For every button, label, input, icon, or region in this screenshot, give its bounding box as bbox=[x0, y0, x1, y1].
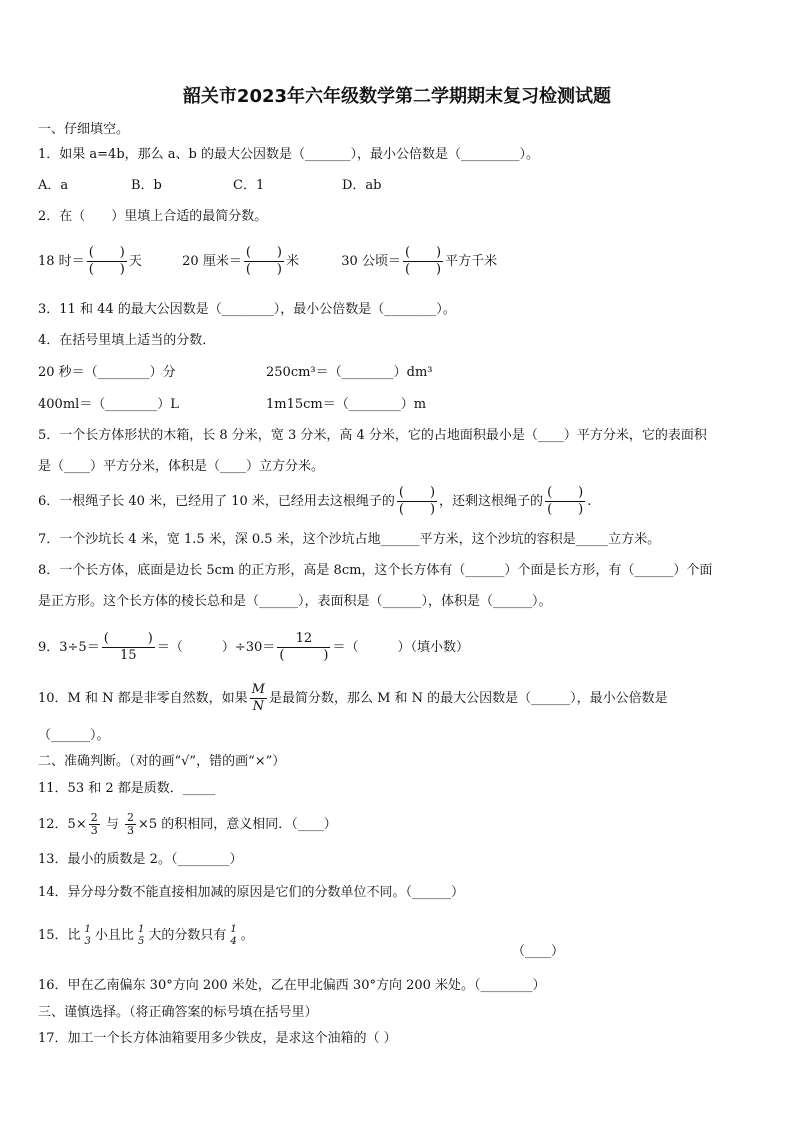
question-3: 3．11 和 44 的最大公因数是（________），最小公倍数是（________）。 bbox=[38, 302, 456, 317]
question-8-line-2: 是正方形。这个长方体的棱长总和是（______），表面积是（______），体积是（______）。 bbox=[38, 594, 552, 609]
question-11: 11．53 和 2 都是质数．_____ bbox=[38, 781, 216, 796]
fraction-numerator: 1 bbox=[84, 923, 91, 935]
q15-suffix: 。 bbox=[240, 928, 254, 943]
fraction-denominator: N bbox=[252, 699, 264, 714]
q12-suffix: ×5 的积相同，意义相同．（____） bbox=[137, 817, 337, 832]
fraction-denominator-blank: ( ) bbox=[404, 262, 442, 277]
q6-text-c: . bbox=[587, 494, 592, 509]
question-1-option-b: B．b bbox=[131, 178, 162, 193]
fraction-denominator-blank: ( ) bbox=[398, 502, 436, 517]
q10-fraction-m-n bbox=[250, 682, 267, 715]
fraction-numerator: 1 bbox=[137, 923, 145, 935]
fraction-numerator: M bbox=[251, 682, 265, 697]
question-1-option-d: D．ab bbox=[342, 178, 382, 193]
q15-middle-1: 小且比 bbox=[94, 928, 134, 943]
q10-text-a: 10．M 和 N 都是非零自然数，如果 bbox=[38, 691, 248, 706]
question-10-line-1 bbox=[38, 680, 668, 718]
fraction-denominator-blank: ( ) bbox=[547, 502, 584, 517]
fraction-denominator-blank: ( ) bbox=[88, 262, 125, 277]
question-6 bbox=[38, 484, 591, 520]
fraction-denominator: 3 bbox=[90, 824, 98, 837]
fraction-numerator: 12 bbox=[295, 631, 313, 646]
question-4-item-4: 1m15cm＝（________）m bbox=[266, 397, 427, 412]
q6-fraction-remaining bbox=[545, 485, 585, 518]
q12-prefix: 12．5× bbox=[38, 817, 87, 832]
fraction-numerator-blank: ( ) bbox=[547, 485, 584, 500]
question-13: 13．最小的质数是 2。（________） bbox=[38, 852, 243, 867]
q6-text-a: 6．一根绳子长 40 米，已经用了 10 米，已经用去这根绳子的 bbox=[38, 494, 395, 509]
question-4: 4．在括号里填上适当的分数． bbox=[38, 333, 216, 348]
q12-fraction-b bbox=[125, 812, 136, 837]
fraction-numerator-blank: ( ) bbox=[404, 245, 442, 260]
fraction-numerator-blank: ( ) bbox=[103, 631, 153, 646]
question-5-line-1: 5．一个长方体形状的木箱，长 8 分米，宽 3 分米，高 4 分米，它的占地面积最小是（____）平方分米，它的表面积 bbox=[38, 428, 707, 443]
q2-item-a-fraction bbox=[87, 245, 127, 278]
question-14: 14．异分母分数不能直接相加减的原因是它们的分数单位不同。（______） bbox=[38, 885, 465, 900]
question-1-option-a: A．a bbox=[38, 178, 69, 193]
page-title: 韶关市2023年六年级数学第二学期期末复习检测试题 bbox=[182, 86, 612, 107]
q2-item-a-unit: 天 bbox=[128, 254, 142, 269]
question-15-answer-blank: （____） bbox=[512, 944, 565, 959]
q15-fraction-one-third bbox=[83, 924, 93, 948]
q2-item-c-prefix: 30 公顷＝ bbox=[341, 254, 401, 269]
q9-middle: ＝（ ）÷30＝ bbox=[156, 640, 276, 655]
question-4-item-3: 400ml＝（________）L bbox=[38, 397, 179, 412]
q6-text-b: ，还剩这根绳子的 bbox=[439, 494, 544, 509]
q12-middle: 与 bbox=[101, 817, 123, 832]
q2-item-c-fraction bbox=[403, 245, 443, 278]
q12-fraction-a bbox=[89, 812, 100, 837]
fraction-numerator: 2 bbox=[126, 811, 134, 824]
fraction-denominator: 5 bbox=[137, 935, 145, 947]
fraction-denominator: 15 bbox=[120, 648, 137, 663]
question-17: 17．加工一个长方体油箱要用多少铁皮，是求这个油箱的（ ） bbox=[38, 1031, 397, 1046]
question-7: 7．一个沙坑长 4 米，宽 1.5 米，深 0.5 米，这个沙坑占地______平方米，这个沙坑的容积是_____立方米。 bbox=[38, 532, 661, 547]
fraction-numerator: 1 bbox=[230, 923, 237, 935]
q15-prefix: 15．比 bbox=[38, 928, 81, 943]
q2-item-b-unit: 米 bbox=[285, 254, 299, 269]
fraction-denominator: 3 bbox=[84, 935, 91, 947]
q9-prefix: 9．3÷5＝ bbox=[38, 640, 100, 655]
fraction-numerator-blank: ( ) bbox=[88, 245, 125, 260]
q2-item-b-prefix: 20 厘米＝ bbox=[182, 254, 242, 269]
q15-middle-2: 大的分数只有 bbox=[148, 928, 227, 943]
q9-suffix: ＝（ ）（填小数） bbox=[332, 640, 469, 655]
q2-item-a-prefix: 18 时＝ bbox=[38, 254, 85, 269]
question-8-line-1: 8．一个长方体，底面是边长 5cm 的正方形，高是 8cm，这个长方体有（______）个面是长方形，有（______）个面 bbox=[38, 563, 713, 578]
question-1: 1．如果 a=4b，那么 a、b 的最大公因数是（_______），最小公倍数是（_________）。 bbox=[38, 147, 539, 162]
q2-item-c-unit: 平方千米 bbox=[445, 254, 498, 269]
section-1-heading: 一、仔细填空。 bbox=[38, 122, 130, 137]
fraction-denominator: 3 bbox=[126, 824, 134, 837]
question-12 bbox=[38, 806, 337, 844]
question-2-items bbox=[38, 242, 497, 282]
section-3-heading: 三、谨慎选择。（将正确答案的标号填在括号里） bbox=[38, 1005, 318, 1020]
fraction-denominator-blank: ( ) bbox=[245, 262, 282, 277]
question-16: 16．甲在乙南偏东 30°方向 200 米处，乙在甲北偏西 30°方向 200 米处。（________） bbox=[38, 978, 546, 993]
q2-item-b-fraction bbox=[244, 245, 284, 278]
q10-text-b: 是最简分数，那么 M 和 N 的最大公因数是（______），最小公倍数是 bbox=[268, 691, 668, 706]
question-4-item-2: 250cm³＝（________）dm³ bbox=[266, 365, 433, 380]
question-15 bbox=[38, 918, 254, 954]
fraction-numerator-blank: ( ) bbox=[398, 485, 436, 500]
fraction-numerator: 2 bbox=[90, 811, 98, 824]
question-10-line-2: （______）。 bbox=[38, 728, 110, 743]
q9-fraction-1 bbox=[102, 631, 155, 664]
q6-fraction-used bbox=[397, 485, 437, 518]
fraction-numerator-blank: ( ) bbox=[245, 245, 282, 260]
q15-fraction-one-fifth bbox=[136, 924, 146, 948]
question-5-line-2: 是（____）平方分米，体积是（____）立方分米。 bbox=[38, 459, 325, 474]
question-2: 2．在（ ）里填上合适的最简分数。 bbox=[38, 209, 268, 224]
q9-fraction-2 bbox=[277, 631, 330, 664]
section-2-heading: 二、准确判断。（对的画“√”，错的画“×”） bbox=[38, 754, 286, 769]
question-1-option-c: C．1 bbox=[233, 178, 265, 193]
fraction-denominator: 4 bbox=[230, 935, 237, 947]
question-4-item-1: 20 秒＝（________）分 bbox=[38, 365, 176, 380]
fraction-denominator-blank: ( ) bbox=[279, 648, 329, 663]
q15-fraction-one-fourth bbox=[228, 924, 238, 948]
question-9 bbox=[38, 628, 469, 668]
